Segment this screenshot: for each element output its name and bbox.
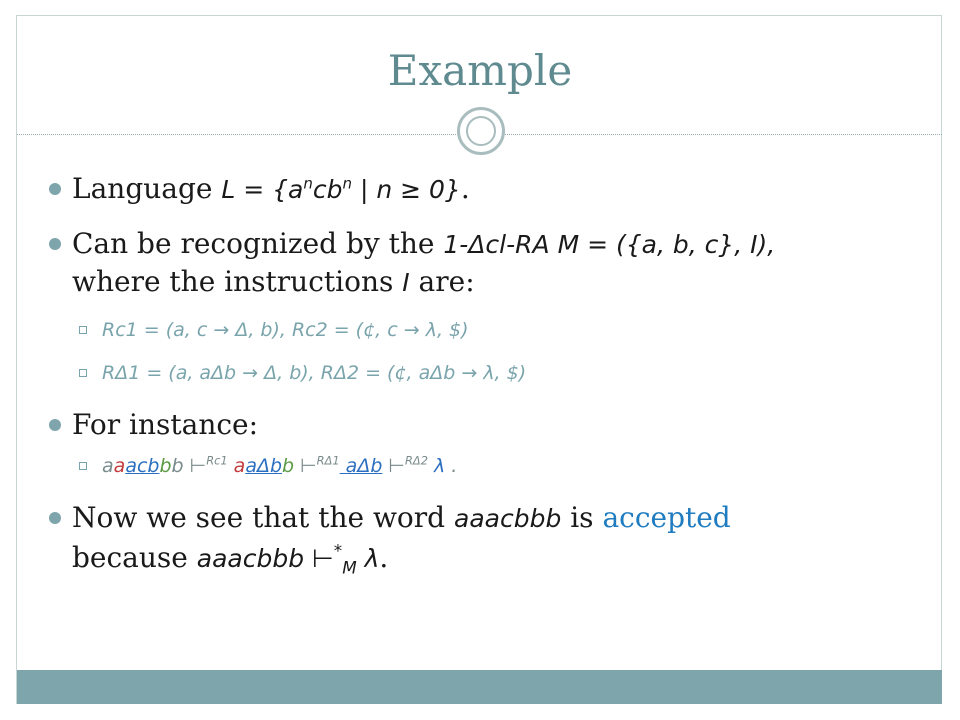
bullet-3-dot xyxy=(49,419,61,431)
d4-dot: . xyxy=(445,455,458,477)
b1-dot: . xyxy=(460,172,470,205)
d1-b1: b xyxy=(159,455,172,477)
b1-sup2: n xyxy=(342,174,353,193)
b3-sub xyxy=(102,454,457,478)
d2-a1: a xyxy=(227,455,246,477)
slide-title: Example xyxy=(387,46,573,95)
bullet-2-line-2 xyxy=(72,264,475,301)
rule-label-2: RΔ1 xyxy=(316,453,340,468)
b2-math-2: I xyxy=(402,268,410,297)
d2-adb: aΔb xyxy=(245,455,283,477)
b2-text-1: Can be recognized by the xyxy=(72,227,444,260)
bullet-1-dot xyxy=(49,183,61,195)
b2-text-3: are: xyxy=(409,265,475,298)
rule-label-3: RΔ2 xyxy=(404,453,428,468)
b1-math-cb: cb xyxy=(312,175,343,204)
bullet-1 xyxy=(72,171,470,208)
b1-math xyxy=(221,175,460,204)
derive-arrow-2: ⊢ xyxy=(294,455,317,477)
bullet-4-dot xyxy=(49,512,61,524)
b4-m: M xyxy=(342,557,357,578)
rule-label-1: Rc1 xyxy=(206,453,228,468)
bullet-4-line-1 xyxy=(72,500,731,537)
bullet-3: For instance: xyxy=(72,408,259,441)
b4-dot: . xyxy=(379,541,389,574)
b1-sup1: n xyxy=(303,174,313,193)
b4-text-2: is xyxy=(561,501,603,534)
b4-star: * xyxy=(333,540,343,561)
d1-a2: a xyxy=(113,455,126,477)
d1-acb: acb xyxy=(125,455,160,477)
sub-bullet-2-icon xyxy=(79,369,87,377)
derive-arrow-1: ⊢ xyxy=(183,455,207,477)
d1-b2: b xyxy=(171,455,184,477)
b1-text: Language xyxy=(72,172,222,205)
derive-arrow-3: ⊢ xyxy=(382,455,405,477)
b4-turnstile: ⊢ xyxy=(304,544,334,573)
circle-ornament-icon xyxy=(457,107,505,155)
b4-text-3: because xyxy=(72,541,197,574)
bullet-2-dot xyxy=(49,238,61,250)
b4-word: aaacbbb xyxy=(454,504,562,533)
d2-b: b xyxy=(282,455,295,477)
bullet-2-line-1 xyxy=(72,226,775,263)
bullet-4-line-2 xyxy=(72,540,388,577)
sub-bullet-3-icon xyxy=(79,462,87,470)
b2-sub-2: RΔ1 = (a, aΔb → Δ, b), RΔ2 = (¢, aΔb → λ, $) xyxy=(102,362,527,384)
d4-lambda: λ xyxy=(427,455,446,477)
b4-lambda: λ xyxy=(356,544,380,573)
b4-text-1: Now we see that the word xyxy=(72,501,454,534)
b2-text-2: where the instructions xyxy=(72,265,403,298)
b2-sub-1: Rc1 = (a, c → Δ, b), Rc2 = (¢, c → λ, $) xyxy=(102,319,469,341)
sub-bullet-1-icon xyxy=(79,326,87,334)
d3-adb: aΔb xyxy=(339,455,383,477)
footer-bar xyxy=(17,670,942,704)
b4-word-2: aaacbbb xyxy=(196,544,305,573)
b1-math-a: L = {a xyxy=(221,175,304,204)
b2-math-1: 1-Δcl-RA M = ({a, b, c}, I), xyxy=(443,230,776,259)
d1-a1: a xyxy=(102,455,114,477)
b1-math-end: | n ≥ 0} xyxy=(352,175,461,204)
b4-accepted: accepted xyxy=(602,501,731,534)
